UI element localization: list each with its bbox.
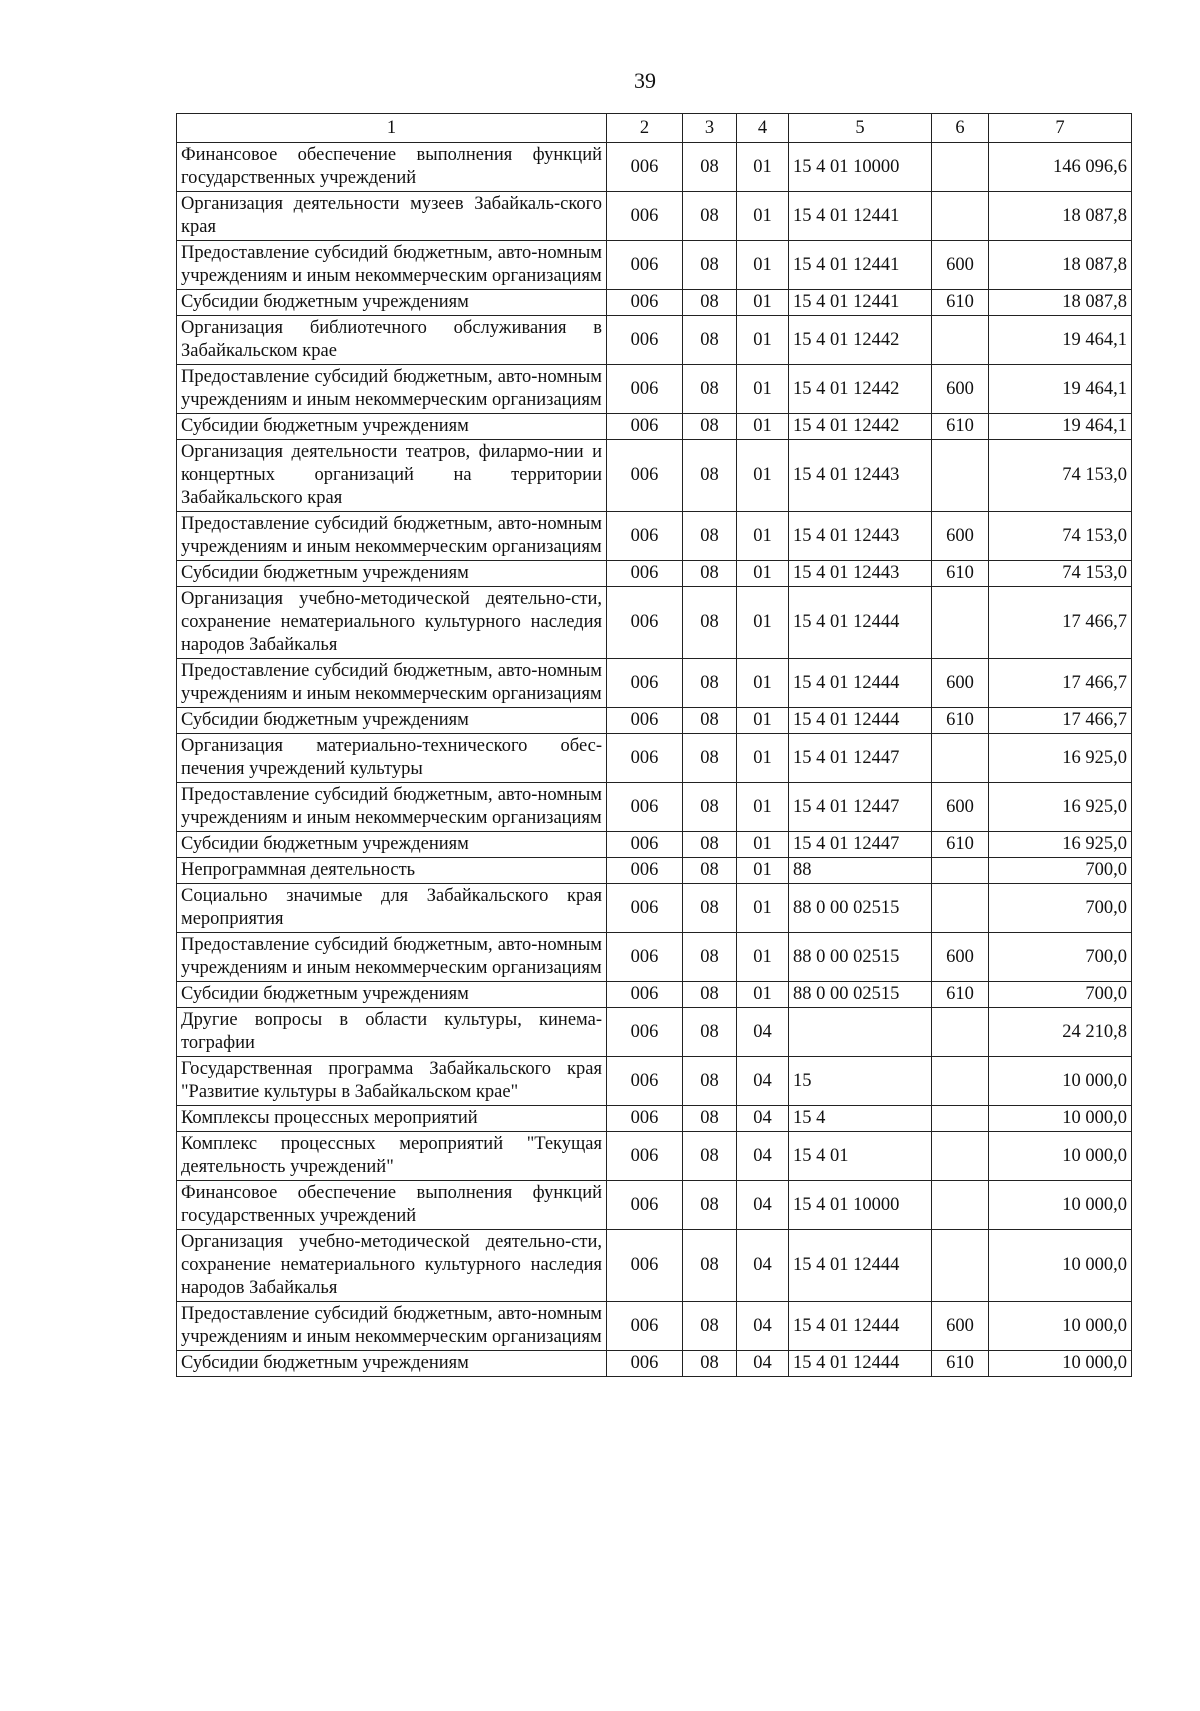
- row-name-cell: Предоставление субсидий бюджетным, авто-номным учреждениям и иным некоммерческим организациям: [177, 241, 607, 290]
- row-name-cell: Предоставление субсидий бюджетным, авто-номным учреждениям и иным некоммерческим организациям: [177, 783, 607, 832]
- row-admin-code-cell: 006: [607, 708, 683, 734]
- row-target-article-cell: 88: [789, 858, 932, 884]
- row-amount-cell: 10 000,0: [989, 1351, 1132, 1377]
- row-section-cell: 08: [683, 1181, 737, 1230]
- row-name-cell: Организация деятельности музеев Забайкаль-ского края: [177, 192, 607, 241]
- row-admin-code-cell: 006: [607, 1181, 683, 1230]
- row-subsection-cell: 04: [737, 1106, 789, 1132]
- row-admin-code-cell: 006: [607, 587, 683, 659]
- page-number: 39: [634, 68, 656, 93]
- row-subsection-cell: 04: [737, 1132, 789, 1181]
- row-name-cell: Субсидии бюджетным учреждениям: [177, 708, 607, 734]
- table-row: [177, 290, 1132, 316]
- row-admin-code-cell: 006: [607, 1351, 683, 1377]
- row-name-cell: Субсидии бюджетным учреждениям: [177, 982, 607, 1008]
- row-expense-type-cell: [932, 1057, 989, 1106]
- row-amount-cell: 10 000,0: [989, 1302, 1132, 1351]
- row-expense-type-cell: 610: [932, 414, 989, 440]
- row-subsection-cell: 04: [737, 1351, 789, 1377]
- row-amount-cell: 17 466,7: [989, 587, 1132, 659]
- row-subsection-cell: 04: [737, 1302, 789, 1351]
- header-cell: 2: [607, 114, 683, 143]
- row-target-article-cell: 15 4 01 12442: [789, 316, 932, 365]
- row-subsection-cell: 01: [737, 440, 789, 512]
- row-amount-cell: 16 925,0: [989, 783, 1132, 832]
- row-admin-code-cell: 006: [607, 316, 683, 365]
- row-amount-cell: 17 466,7: [989, 708, 1132, 734]
- row-expense-type-cell: [932, 1132, 989, 1181]
- row-name-cell: Непрограммная деятельность: [177, 858, 607, 884]
- table-row: [177, 1302, 1132, 1351]
- row-admin-code-cell: 006: [607, 290, 683, 316]
- row-expense-type-cell: [932, 884, 989, 933]
- row-expense-type-cell: 610: [932, 708, 989, 734]
- row-subsection-cell: 01: [737, 933, 789, 982]
- table-row: [177, 440, 1132, 512]
- row-name-cell: Другие вопросы в области культуры, кинема-тографии: [177, 1008, 607, 1057]
- row-admin-code-cell: 006: [607, 365, 683, 414]
- row-target-article-cell: 15 4 01 12443: [789, 561, 932, 587]
- row-section-cell: 08: [683, 1008, 737, 1057]
- row-section-cell: 08: [683, 734, 737, 783]
- row-name-cell: Предоставление субсидий бюджетным, авто-номным учреждениям и иным некоммерческим организациям: [177, 659, 607, 708]
- table-row: [177, 512, 1132, 561]
- row-subsection-cell: 01: [737, 734, 789, 783]
- row-section-cell: 08: [683, 708, 737, 734]
- row-section-cell: 08: [683, 1057, 737, 1106]
- row-expense-type-cell: 600: [932, 933, 989, 982]
- table-row: [177, 708, 1132, 734]
- row-name-cell: Организация деятельности театров, филармо-нии и концертных организаций на территории Забайкальского края: [177, 440, 607, 512]
- header-cell: 7: [989, 114, 1132, 143]
- row-target-article-cell: 15 4 01 12444: [789, 1230, 932, 1302]
- table-row: [177, 561, 1132, 587]
- row-subsection-cell: 01: [737, 512, 789, 561]
- row-admin-code-cell: 006: [607, 143, 683, 192]
- row-target-article-cell: 15 4 01 12441: [789, 290, 932, 316]
- row-name-cell: Организация учебно-методической деятельно-сти, сохранение нематериального культурного наследия народов Забайкалья: [177, 1230, 607, 1302]
- table-row: [177, 783, 1132, 832]
- row-admin-code-cell: 006: [607, 192, 683, 241]
- header-cell: 6: [932, 114, 989, 143]
- row-name-cell: Предоставление субсидий бюджетным, авто-номным учреждениям и иным некоммерческим организациям: [177, 933, 607, 982]
- row-amount-cell: 18 087,8: [989, 192, 1132, 241]
- row-subsection-cell: 01: [737, 858, 789, 884]
- row-section-cell: 08: [683, 832, 737, 858]
- row-expense-type-cell: 600: [932, 659, 989, 708]
- row-target-article-cell: 15 4: [789, 1106, 932, 1132]
- row-amount-cell: 146 096,6: [989, 143, 1132, 192]
- row-subsection-cell: 01: [737, 365, 789, 414]
- row-subsection-cell: 01: [737, 143, 789, 192]
- row-subsection-cell: 01: [737, 832, 789, 858]
- row-subsection-cell: 04: [737, 1057, 789, 1106]
- row-name-cell: Субсидии бюджетным учреждениям: [177, 561, 607, 587]
- row-section-cell: 08: [683, 316, 737, 365]
- row-amount-cell: 18 087,8: [989, 241, 1132, 290]
- row-amount-cell: 700,0: [989, 858, 1132, 884]
- row-section-cell: 08: [683, 1106, 737, 1132]
- row-amount-cell: 10 000,0: [989, 1230, 1132, 1302]
- row-expense-type-cell: 610: [932, 561, 989, 587]
- row-admin-code-cell: 006: [607, 933, 683, 982]
- row-target-article-cell: 15 4 01 10000: [789, 143, 932, 192]
- row-amount-cell: 74 153,0: [989, 561, 1132, 587]
- row-subsection-cell: 01: [737, 708, 789, 734]
- row-section-cell: 08: [683, 659, 737, 708]
- row-section-cell: 08: [683, 1351, 737, 1377]
- table-row: [177, 143, 1132, 192]
- row-target-article-cell: 15 4 01 12442: [789, 414, 932, 440]
- row-subsection-cell: 01: [737, 884, 789, 933]
- row-section-cell: 08: [683, 1230, 737, 1302]
- header-cell: 1: [177, 114, 607, 143]
- row-expense-type-cell: [932, 1008, 989, 1057]
- row-name-cell: Организация библиотечного обслуживания в Забайкальском крае: [177, 316, 607, 365]
- row-section-cell: 08: [683, 982, 737, 1008]
- row-amount-cell: 10 000,0: [989, 1057, 1132, 1106]
- row-admin-code-cell: 006: [607, 414, 683, 440]
- row-section-cell: 08: [683, 512, 737, 561]
- row-target-article-cell: 15 4 01 12441: [789, 241, 932, 290]
- row-admin-code-cell: 006: [607, 832, 683, 858]
- row-amount-cell: 18 087,8: [989, 290, 1132, 316]
- row-subsection-cell: 01: [737, 290, 789, 316]
- row-amount-cell: 10 000,0: [989, 1181, 1132, 1230]
- row-target-article-cell: 15 4 01 12447: [789, 832, 932, 858]
- table-row: [177, 659, 1132, 708]
- row-section-cell: 08: [683, 143, 737, 192]
- row-admin-code-cell: 006: [607, 440, 683, 512]
- table-row: [177, 734, 1132, 783]
- row-subsection-cell: 01: [737, 414, 789, 440]
- row-expense-type-cell: [932, 143, 989, 192]
- row-target-article-cell: 15 4 01 10000: [789, 1181, 932, 1230]
- row-expense-type-cell: 610: [932, 1351, 989, 1377]
- row-amount-cell: 19 464,1: [989, 365, 1132, 414]
- row-amount-cell: 17 466,7: [989, 659, 1132, 708]
- table-row: [177, 832, 1132, 858]
- row-name-cell: Государственная программа Забайкальского края "Развитие культуры в Забайкальском крае": [177, 1057, 607, 1106]
- table-row: [177, 1181, 1132, 1230]
- row-amount-cell: 16 925,0: [989, 832, 1132, 858]
- row-subsection-cell: 01: [737, 982, 789, 1008]
- row-subsection-cell: 01: [737, 659, 789, 708]
- row-admin-code-cell: 006: [607, 982, 683, 1008]
- row-name-cell: Организация материально-технического обес-печения учреждений культуры: [177, 734, 607, 783]
- row-section-cell: 08: [683, 290, 737, 316]
- row-section-cell: 08: [683, 587, 737, 659]
- table-row: [177, 982, 1132, 1008]
- row-expense-type-cell: [932, 316, 989, 365]
- row-expense-type-cell: 600: [932, 365, 989, 414]
- row-amount-cell: 10 000,0: [989, 1106, 1132, 1132]
- table-row: [177, 192, 1132, 241]
- row-expense-type-cell: 610: [932, 982, 989, 1008]
- row-name-cell: Субсидии бюджетным учреждениям: [177, 1351, 607, 1377]
- row-section-cell: 08: [683, 884, 737, 933]
- row-amount-cell: 19 464,1: [989, 414, 1132, 440]
- table-row: [177, 1057, 1132, 1106]
- row-admin-code-cell: 006: [607, 1008, 683, 1057]
- row-target-article-cell: 15 4 01 12444: [789, 659, 932, 708]
- row-expense-type-cell: [932, 1230, 989, 1302]
- row-subsection-cell: 01: [737, 561, 789, 587]
- row-subsection-cell: 04: [737, 1181, 789, 1230]
- row-admin-code-cell: 006: [607, 512, 683, 561]
- row-subsection-cell: 01: [737, 192, 789, 241]
- row-expense-type-cell: [932, 587, 989, 659]
- row-expense-type-cell: [932, 1106, 989, 1132]
- row-admin-code-cell: 006: [607, 1132, 683, 1181]
- row-admin-code-cell: 006: [607, 783, 683, 832]
- header-cell: 5: [789, 114, 932, 143]
- table-row: [177, 884, 1132, 933]
- row-target-article-cell: 15: [789, 1057, 932, 1106]
- row-subsection-cell: 01: [737, 241, 789, 290]
- row-target-article-cell: 15 4 01 12447: [789, 783, 932, 832]
- row-name-cell: Организация учебно-методической деятельно-сти, сохранение нематериального культурного наследия народов Забайкалья: [177, 587, 607, 659]
- row-admin-code-cell: 006: [607, 1230, 683, 1302]
- row-name-cell: Субсидии бюджетным учреждениям: [177, 290, 607, 316]
- header-row: [177, 114, 1132, 143]
- row-section-cell: 08: [683, 241, 737, 290]
- row-expense-type-cell: 610: [932, 290, 989, 316]
- row-subsection-cell: 04: [737, 1230, 789, 1302]
- row-admin-code-cell: 006: [607, 1057, 683, 1106]
- row-subsection-cell: 01: [737, 316, 789, 365]
- row-expense-type-cell: [932, 192, 989, 241]
- row-section-cell: 08: [683, 858, 737, 884]
- row-target-article-cell: 15 4 01 12444: [789, 587, 932, 659]
- table-row: [177, 1230, 1132, 1302]
- row-amount-cell: 700,0: [989, 982, 1132, 1008]
- row-name-cell: Предоставление субсидий бюджетным, авто-номным учреждениям и иным некоммерческим организациям: [177, 512, 607, 561]
- row-admin-code-cell: 006: [607, 561, 683, 587]
- row-target-article-cell: 88 0 00 02515: [789, 982, 932, 1008]
- row-amount-cell: 74 153,0: [989, 512, 1132, 561]
- row-expense-type-cell: 600: [932, 1302, 989, 1351]
- row-subsection-cell: 01: [737, 587, 789, 659]
- row-admin-code-cell: 006: [607, 659, 683, 708]
- table-row: [177, 316, 1132, 365]
- row-expense-type-cell: 600: [932, 241, 989, 290]
- row-target-article-cell: 15 4 01 12443: [789, 440, 932, 512]
- row-section-cell: 08: [683, 192, 737, 241]
- row-amount-cell: 700,0: [989, 884, 1132, 933]
- row-name-cell: Комплекс процессных мероприятий "Текущая деятельность учреждений": [177, 1132, 607, 1181]
- row-expense-type-cell: 600: [932, 783, 989, 832]
- header-cell: 4: [737, 114, 789, 143]
- table-row: [177, 1132, 1132, 1181]
- table-row: [177, 933, 1132, 982]
- row-subsection-cell: 01: [737, 783, 789, 832]
- row-amount-cell: 19 464,1: [989, 316, 1132, 365]
- row-name-cell: Социально значимые для Забайкальского края мероприятия: [177, 884, 607, 933]
- row-expense-type-cell: [932, 858, 989, 884]
- row-section-cell: 08: [683, 783, 737, 832]
- row-admin-code-cell: 006: [607, 884, 683, 933]
- row-name-cell: Субсидии бюджетным учреждениям: [177, 832, 607, 858]
- row-target-article-cell: 15 4 01 12444: [789, 1302, 932, 1351]
- row-target-article-cell: 15 4 01 12441: [789, 192, 932, 241]
- row-target-article-cell: [789, 1008, 932, 1057]
- row-name-cell: Комплексы процессных мероприятий: [177, 1106, 607, 1132]
- row-admin-code-cell: 006: [607, 858, 683, 884]
- row-amount-cell: 10 000,0: [989, 1132, 1132, 1181]
- row-name-cell: Предоставление субсидий бюджетным, авто-номным учреждениям и иным некоммерческим организациям: [177, 365, 607, 414]
- row-section-cell: 08: [683, 933, 737, 982]
- row-subsection-cell: 04: [737, 1008, 789, 1057]
- row-amount-cell: 74 153,0: [989, 440, 1132, 512]
- table-row: [177, 1351, 1132, 1377]
- row-name-cell: Субсидии бюджетным учреждениям: [177, 414, 607, 440]
- row-amount-cell: 700,0: [989, 933, 1132, 982]
- table-row: [177, 587, 1132, 659]
- row-expense-type-cell: [932, 440, 989, 512]
- row-section-cell: 08: [683, 561, 737, 587]
- row-name-cell: Финансовое обеспечение выполнения функций государственных учреждений: [177, 1181, 607, 1230]
- row-target-article-cell: 15 4 01 12442: [789, 365, 932, 414]
- row-admin-code-cell: 006: [607, 734, 683, 783]
- table-row: [177, 365, 1132, 414]
- row-section-cell: 08: [683, 1302, 737, 1351]
- row-expense-type-cell: [932, 1181, 989, 1230]
- row-expense-type-cell: 610: [932, 832, 989, 858]
- row-admin-code-cell: 006: [607, 241, 683, 290]
- row-amount-cell: 16 925,0: [989, 734, 1132, 783]
- header-cell: 3: [683, 114, 737, 143]
- row-section-cell: 08: [683, 1132, 737, 1181]
- row-name-cell: Предоставление субсидий бюджетным, авто-номным учреждениям и иным некоммерческим организациям: [177, 1302, 607, 1351]
- row-target-article-cell: 15 4 01 12444: [789, 1351, 932, 1377]
- row-section-cell: 08: [683, 440, 737, 512]
- table-row: [177, 1008, 1132, 1057]
- row-admin-code-cell: 006: [607, 1106, 683, 1132]
- row-target-article-cell: 15 4 01 12444: [789, 708, 932, 734]
- row-target-article-cell: 15 4 01 12443: [789, 512, 932, 561]
- row-amount-cell: 24 210,8: [989, 1008, 1132, 1057]
- row-expense-type-cell: 600: [932, 512, 989, 561]
- row-expense-type-cell: [932, 734, 989, 783]
- row-section-cell: 08: [683, 365, 737, 414]
- row-target-article-cell: 88 0 00 02515: [789, 933, 932, 982]
- budget-table: [176, 113, 1132, 1377]
- table-row: [177, 1106, 1132, 1132]
- row-target-article-cell: 15 4 01 12447: [789, 734, 932, 783]
- row-name-cell: Финансовое обеспечение выполнения функций государственных учреждений: [177, 143, 607, 192]
- row-target-article-cell: 88 0 00 02515: [789, 884, 932, 933]
- row-admin-code-cell: 006: [607, 1302, 683, 1351]
- table-row: [177, 414, 1132, 440]
- row-section-cell: 08: [683, 414, 737, 440]
- row-target-article-cell: 15 4 01: [789, 1132, 932, 1181]
- table-row: [177, 858, 1132, 884]
- table-row: [177, 241, 1132, 290]
